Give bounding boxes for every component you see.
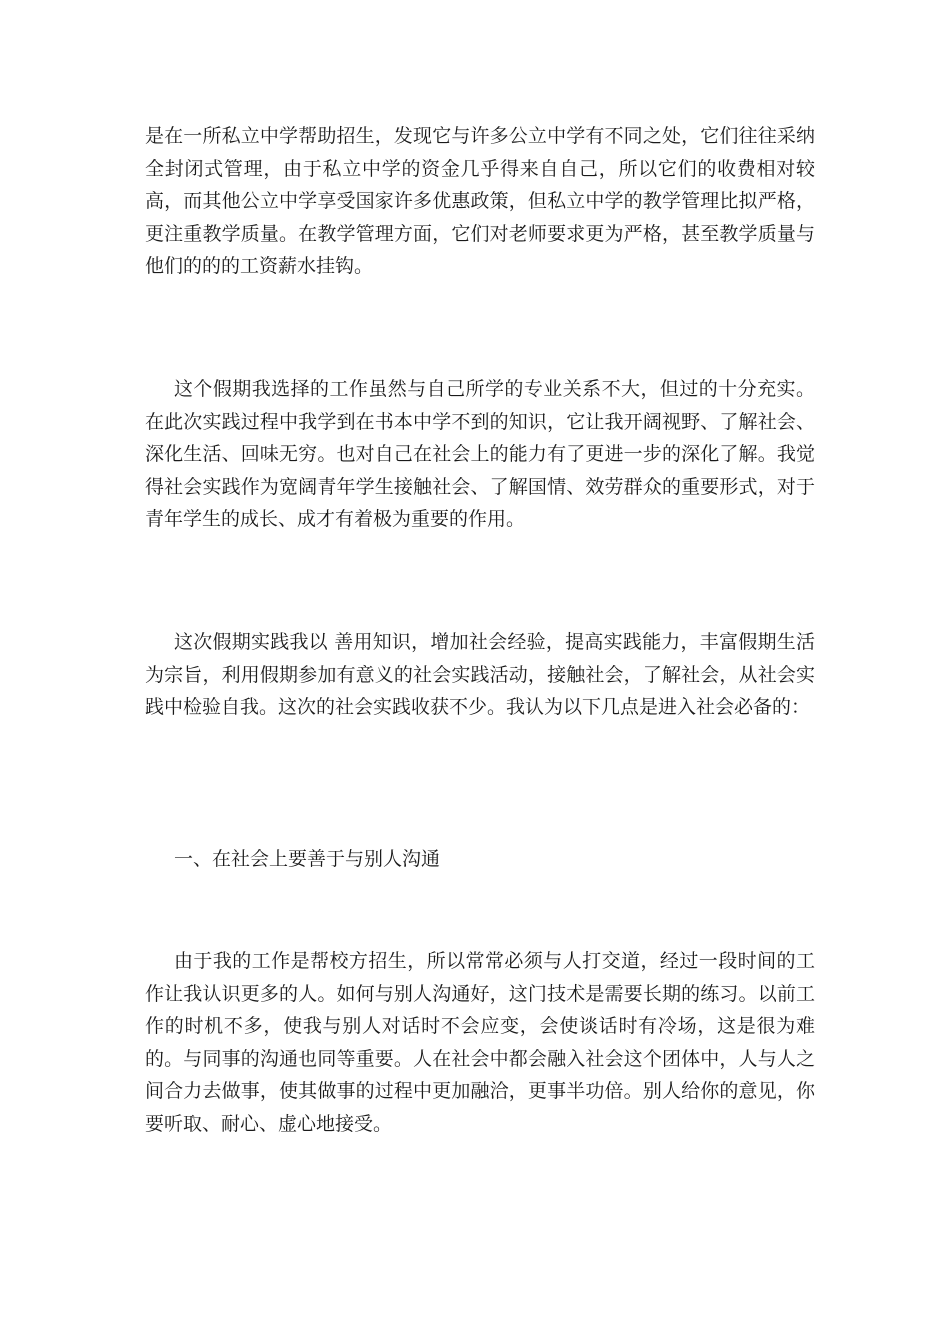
section-heading-communication: 一、在社会上要善于与别人沟通 <box>174 848 441 870</box>
paragraph-practice-purpose: 这次假期实践我以 善用知识，增加社会经验，提高实践能力，丰富假期生活 为宗旨，利用假期参加有意义的社会实践活动，接触社会，了解社会，从社会实践中检验自我。这次的社会实践收获不少。我认为以下几点是进入社会必备的： <box>145 631 822 718</box>
paragraph-communication: 由于我的工作是帮校方招生，所以常常必须与人打交道，经过一段时间的工作让我认识更多的人。如何与别人沟通好，这门技术是需要长期的练习。以前工作的时机不多，使我与别人对话时不会应变，会使谈话时有冷场，这是很为难的。与同事的沟通也同等重要。人在社会中都会融入社会这个团体中，人与人之间合力去做事，使其做事的过程中更加融洽，更事半功倍。别人给你的意见，你要听取、耐心、虚心地接受。 <box>145 950 815 1135</box>
paragraph-private-school: 是在一所私立中学帮助招生，发现它与许多公立中学有不同之处，它们往往采纳全封闭式管理，由于私立中学的资金几乎得来自自己，所以它们的收费相对较高，而其他公立中学享受国家许多优惠政策，但私立中学的教学管理比拟严格，更注重教学质量。在教学管理方面，它们对老师要求更为严格，甚至教学质量与他们的的的工资薪水挂钩。 <box>145 125 815 277</box>
paragraph-holiday-work: 这个假期我选择的工作虽然与自己所学的专业关系不大，但过的十分充实。在此次实践过程中我学到在书本中学不到的知识，它让我开阔视野、了解社会、深化生活、回味无穷。也对自己在社会上的能力有了更进一步的深化了解。我觉得社会实践作为宽阔青年学生接触社会、了解国情、效劳群众的重要形式，对于青年学生的成长、成才有着极为重要的作用。 <box>145 378 815 530</box>
